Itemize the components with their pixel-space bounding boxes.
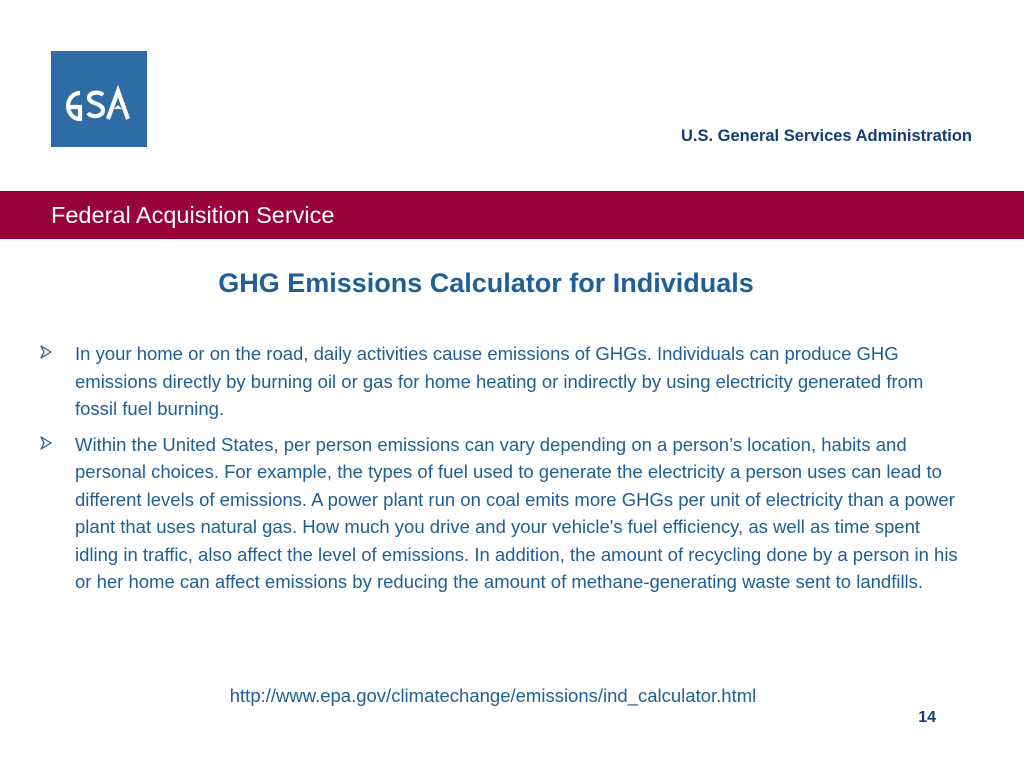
gsa-logo (51, 51, 147, 147)
agency-name: U.S. General Services Administration (681, 127, 972, 145)
page-number: 14 (918, 709, 936, 726)
arrow-bullet-icon (40, 345, 52, 359)
arrow-bullet-icon (40, 436, 52, 450)
bullet-text: In your home or on the road, daily activities cause emissions of GHGs. Individuals can produce GHG emissions directly by burning oil or gas for home heating or indirectly by using electricity generated from fossil fuel burning. (75, 343, 924, 419)
bullet-list (40, 340, 960, 604)
bullet-item (40, 431, 960, 596)
bullet-text: Within the United States, per person emissions can vary depending on a person’s location, habits and personal choices. For example, the types of fuel used to generate the electricity a person uses can lead to different levels of emissions. A power plant run on coal emits more GHGs per unit of electricity than a power plant that uses natural gas. How much you drive and your vehicle's fuel efficiency, as well as time spent idling in traffic, also affect the level of emissions. In addition, the amount of recycling done by a person in his or her home can affect emissions by reducing the amount of methane-generating waste sent to landfills. (75, 433, 958, 592)
gsa-logo-mark (51, 51, 147, 147)
banner (0, 191, 1024, 239)
bullet-item (40, 340, 960, 423)
banner-title: Federal Acquisition Service (51, 202, 335, 228)
slide-title: GHG Emissions Calculator for Individuals (218, 268, 754, 298)
source-url-link[interactable]: http://www.epa.gov/climatechange/emissions/ind_calculator.html (229, 685, 757, 706)
